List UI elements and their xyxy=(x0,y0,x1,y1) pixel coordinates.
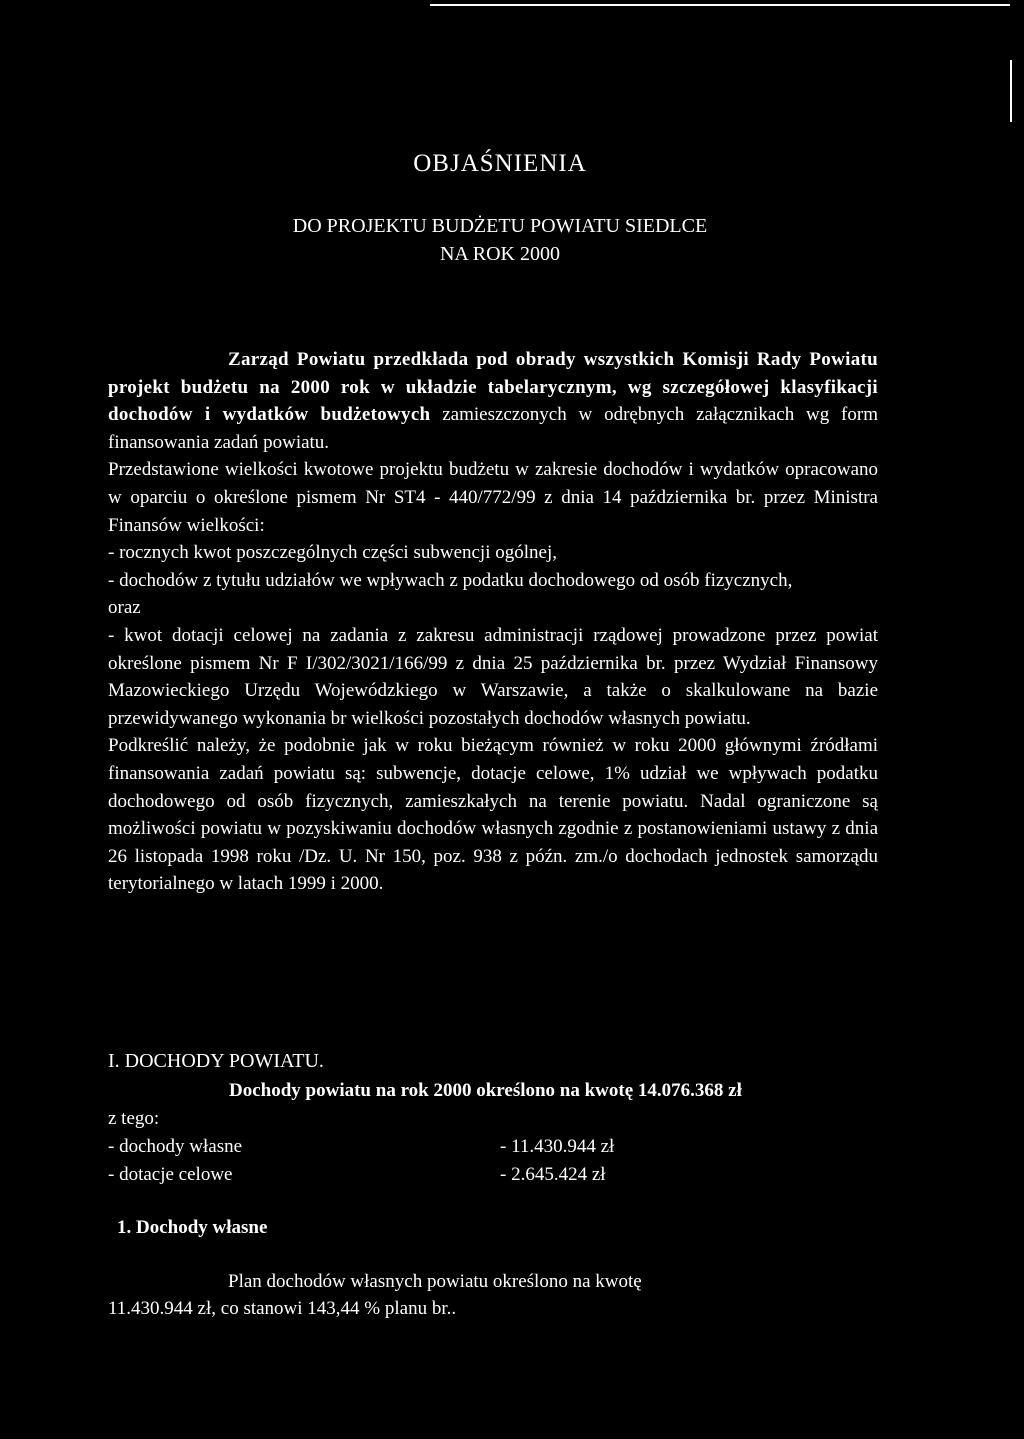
income-row-amount: - 11.430.944 zł xyxy=(500,1136,615,1157)
intro-continuation: zamieszczonych w odrębnych załącznikach wg form finansowania zadań powiatu. xyxy=(108,404,878,453)
scan-edge-line xyxy=(430,4,1010,6)
subtitle-line-2: NA ROK 2000 xyxy=(439,243,560,265)
paragraph-2: Przedstawione wielkości kwotowe projektu budżetu w zakresie dochodów i wydatków opracowano w oparciu o określone pismem Nr ST4 - 440/772/99 z dnia 14 października br. przez Ministra Finansów wielkości: xyxy=(108,459,878,536)
oraz-text: oraz xyxy=(108,597,141,619)
income-row-dotacje xyxy=(108,1164,606,1186)
list-item-1: - rocznych kwot poszczególnych części subwencji ogólnej, xyxy=(108,542,557,564)
plan-paragraph xyxy=(108,1268,808,1322)
list-item-2: - dochodów z tytułu udziałów we wpływach z podatku dochodowego od osób fizycznych, xyxy=(108,569,793,591)
z-tego-label: z tego: xyxy=(108,1108,160,1129)
intro-paragraph xyxy=(108,346,878,456)
intro-bold-text: Zarząd Powiatu przedkłada pod obrady wszystkich Komisji Rady Powiatu projekt budżetu na 2000 rok w układzie tabelarycznym, wg szczegółowej klasyfikacji dochodów i wydatków budżetowych xyxy=(108,349,878,426)
document-title: OBJAŚNIENIA xyxy=(413,150,587,177)
income-row-amount: - 2.645.424 zł xyxy=(500,1164,606,1185)
scan-side-line xyxy=(1010,60,1012,122)
income-row-label: - dochody własne xyxy=(108,1136,243,1157)
dochody-total: Dochody powiatu na rok 2000 określono na kwotę 14.076.368 zł xyxy=(229,1080,742,1101)
document-body xyxy=(108,346,878,898)
plan-line-1: Plan dochodów własnych powiatu określono na kwotę xyxy=(228,1271,642,1292)
subsection-heading: 1. Dochody własne xyxy=(117,1217,268,1238)
subtitle-line-1: DO PROJEKTU BUDŻETU POWIATU SIEDLCE xyxy=(292,215,708,237)
paragraph-3: - kwot dotacji celowej na zadania z zakresu administracji rządowej prowadzone przez powiat określone pismem Nr F I/302/3021/166/99 z dnia 25 października br. przez Wydział Finansowy Mazowieckiego Urzędu Wojewódzkiego w Warszawie, a także o skalkulowane na bazie przewidywanego wykonania br wielkości pozostałych dochodów własnych powiatu. xyxy=(108,624,878,729)
income-row-label: - dotacje celowe xyxy=(108,1164,233,1185)
paragraph-4: Podkreślić należy, że podobnie jak w roku bieżącym również w roku 2000 głównymi źródłami finansowania zadań powiatu są: subwencje, dotacje celowe, 1% udział we wpływach podatku dochodowego od osób fizycznych, zamieszkałych na terenie powiatu. Nadal ograniczone są możliwości powiatu w pozyskiwaniu dochodów własnych zgodnie z postanowieniami ustawy z dnia 26 listopada 1998 roku /Dz. U. Nr 150, poz. 938 z późn. zm./o dochodach jednostek samorządu terytorialnego w latach 1999 i 2000. xyxy=(108,735,878,895)
document-subtitle xyxy=(0,212,1000,268)
section-heading-dochody: I. DOCHODY POWIATU. xyxy=(108,1050,324,1072)
plan-line-2: 11.430.944 zł, co stanowi 143,44 % planu br.. xyxy=(108,1298,457,1319)
income-row-wlasne xyxy=(108,1136,615,1158)
